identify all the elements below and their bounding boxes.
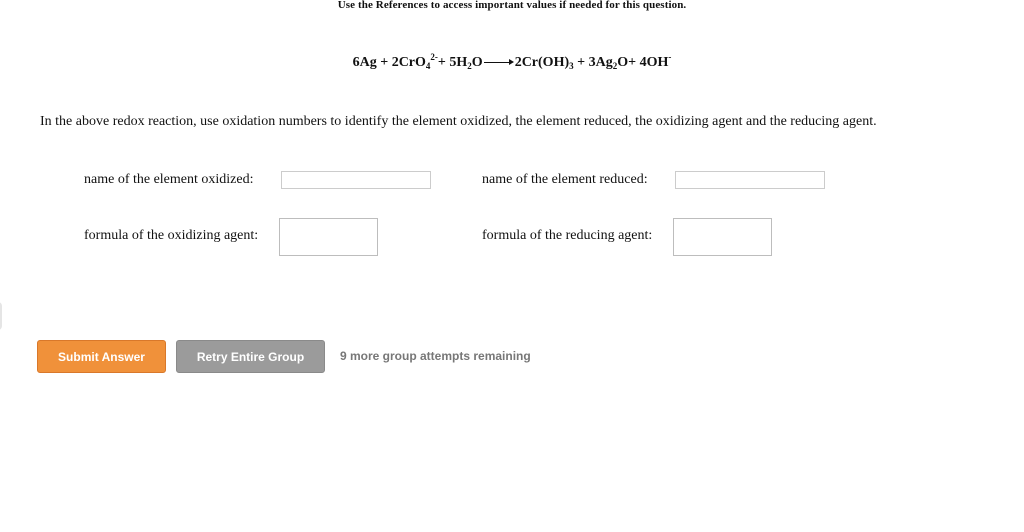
reaction-arrow-icon bbox=[484, 58, 514, 68]
element-reduced-label: name of the element reduced: bbox=[482, 172, 648, 187]
element-oxidized-input[interactable] bbox=[281, 171, 431, 189]
equation-superscript: 2- bbox=[430, 52, 438, 62]
equation-subscript: 2 bbox=[612, 61, 618, 71]
equation-subscript: 4 bbox=[425, 61, 431, 71]
equation-part: O bbox=[471, 55, 483, 70]
equation-superscript: - bbox=[668, 52, 672, 62]
equation-part: + 3Ag bbox=[573, 55, 613, 70]
element-oxidized-label: name of the element oxidized: bbox=[84, 172, 254, 187]
equation-subscript: 3 bbox=[569, 61, 574, 71]
oxidizing-agent-input[interactable] bbox=[279, 218, 378, 256]
question-instructions: In the above redox reaction, use oxidation numbers to identify the element oxidized, the element reduced, the oxidizing agent and the reducing agent. bbox=[40, 114, 877, 129]
equation-part: + 5H bbox=[437, 55, 468, 70]
reducing-agent-label: formula of the reducing agent: bbox=[482, 228, 653, 243]
equation-part: 6Ag + 2CrO bbox=[352, 55, 426, 70]
attempts-remaining: 9 more group attempts remaining bbox=[340, 349, 531, 363]
equation-part: 2Cr(OH) bbox=[514, 55, 570, 70]
reducing-agent-input[interactable] bbox=[673, 218, 772, 256]
references-notice: Use the References to access important values if needed for this question. bbox=[337, 0, 687, 11]
redox-equation bbox=[0, 52, 1024, 71]
equation-subscript: 2 bbox=[467, 61, 472, 71]
submit-answer-button[interactable]: Submit Answer bbox=[37, 340, 166, 373]
oxidizing-agent-label: formula of the oxidizing agent: bbox=[84, 228, 259, 243]
equation-part: O+ 4OH bbox=[617, 55, 669, 70]
retry-group-button[interactable]: Retry Entire Group bbox=[176, 340, 325, 373]
element-reduced-input[interactable] bbox=[675, 171, 825, 189]
page-edge-scroll-handle bbox=[0, 302, 2, 330]
